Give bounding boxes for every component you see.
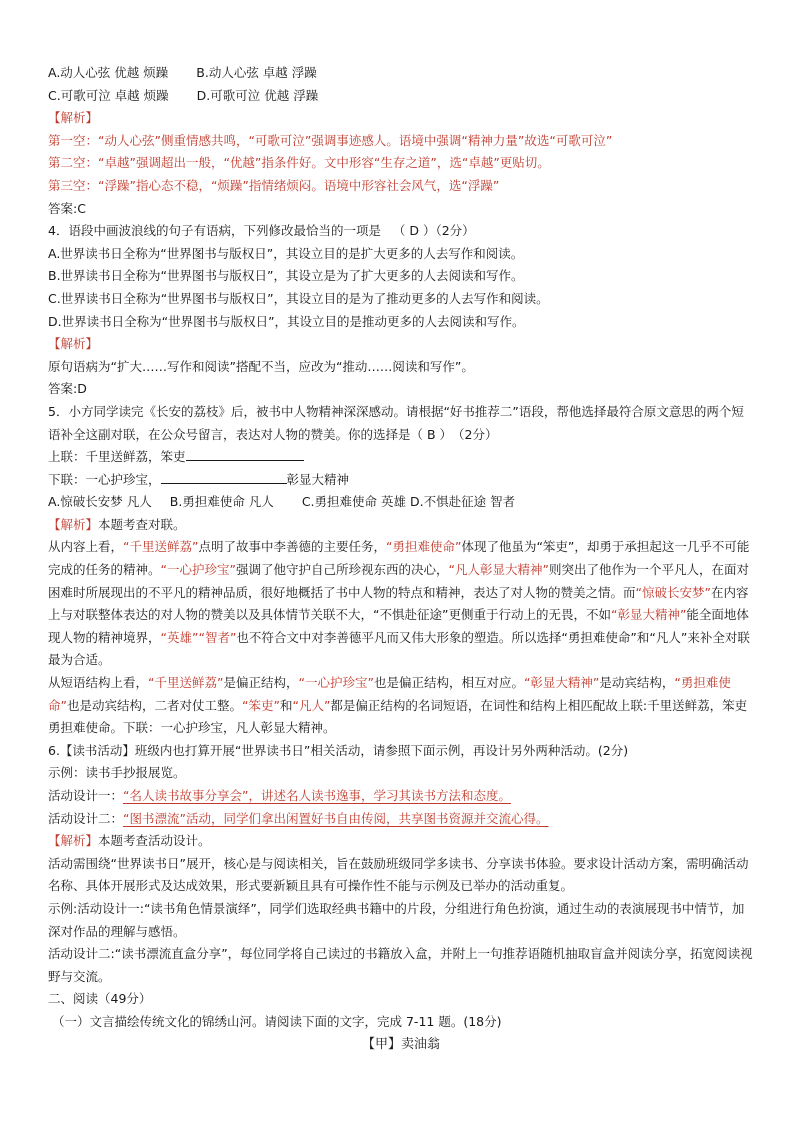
q3-answer: 答案:C — [48, 200, 86, 216]
seg: 则突出了他作为一个平凡人，在面对困难时所展现出的不平凡的精神品质，很好地概括了书中人物的特点和精神，表达了对人物的赞美之情。而 — [48, 562, 749, 600]
seg: 从内容上看， — [48, 539, 124, 555]
seg: 体现了他虽为“笨吏”，却勇于承担起这一几乎不可能完成的任务的精神。 — [48, 539, 750, 578]
seg: “凡人彰显大精神” — [448, 562, 549, 578]
option-b: B.动人心弦 卓越 浮躁 — [196, 65, 317, 80]
seg: 在内容上与对联整体表达的对人物的赞美以及具体情节关联不大，“不惧赴征途”更侧重于行动上的无畏，不如 — [48, 584, 749, 623]
q5-analysis-topic: 本题考查对联。 — [98, 516, 186, 532]
q6-analysis-topic: 本题考查活动设计。 — [98, 833, 211, 849]
couplet-upper-blank — [186, 446, 304, 461]
option-c: C.可歌可泣 卓越 烦躁 — [48, 87, 169, 103]
couplet-lower-end: 彰显大精神 — [286, 471, 350, 487]
q6-analysis-head — [48, 830, 754, 853]
q5-option-d: D.不惧赴征途 智者 — [410, 494, 516, 510]
seg: 能全面地体现人物的精神境界， — [48, 607, 749, 645]
seg: 强调了他守护自己所珍视东西的决心， — [235, 562, 449, 578]
couplet-upper-text: 上联：千里送鲜荔，笨吏 — [48, 449, 186, 465]
couplet-upper — [48, 446, 754, 469]
q4-stem-text: 4．语段中画波浪线的句子有语病，下列修改最恰当的一项是 — [48, 223, 381, 239]
seg: 都是偏正结构的名词短语，在词性和结构上相匹配故上联:千里送鲜荔，笨吏勇担难使命。下联：一心护珍宝，凡人彰显大精神。 — [48, 697, 748, 736]
example2-label: 活动设计二: — [48, 946, 115, 962]
q6-design1 — [48, 785, 754, 808]
document-page — [48, 62, 754, 1056]
couplet-lower-blank — [161, 469, 287, 484]
q6-analysis-label: 【解析】 — [48, 833, 99, 849]
seg: 从短语结构上看， — [48, 675, 149, 691]
q4-stem — [48, 220, 754, 243]
q4-analysis: 原句语病为“扩大……写作和阅读”搭配不当，应改为“推动……阅读和写作”。 — [48, 358, 474, 374]
seg: 也是偏正结构，相互对应。 — [373, 675, 524, 691]
seg: 也是动宾结构，二者对仗工整。 — [66, 697, 242, 713]
seg: 和 — [279, 697, 293, 713]
q5-option-b: B.勇担难使命 凡人 — [169, 494, 274, 510]
option-d: D.可歌可泣 优越 浮躁 — [196, 87, 319, 103]
couplet-lower-text: 下联：一心护珍宝， — [48, 471, 161, 487]
q5-stem: 5．小方同学读完《长安的荔枝》后，被书中人物精神深深感动。请根据“好书推荐二”语段，帮他选择最符合原文意思的两个短语补全这副对联，在公众号留言，表达对人物的赞美。你的选择是（ B ） （2分） — [48, 403, 744, 442]
q5-analysis-head — [48, 514, 754, 537]
seg: “彰显大精神” — [523, 675, 600, 691]
seg: “英雄”“智者” — [160, 629, 237, 645]
design1-answer: “名人读书故事分享会”，讲述名人读书逸事，学习其读书方法和态度。 — [123, 788, 511, 803]
q3-options-row1 — [48, 62, 754, 85]
seg: “千里送鲜荔” — [123, 539, 199, 555]
q4-analysis-label: 【解析】 — [48, 336, 99, 352]
q4-option-c: C.世界读书日全称为“世界图书与版权日”，其设立目的是为了推动更多的人去写作和阅读。 — [48, 290, 549, 306]
example1-label: 示例:活动设计一: — [48, 900, 144, 916]
seg: “一心护珍宝” — [298, 675, 374, 691]
design2-label: 活动设计二： — [48, 810, 124, 826]
q5-option-c: C.勇担难使命 英雄 — [301, 494, 406, 510]
q4-option-b: B.世界读书日全称为“世界图书与版权日”，其设立是为了扩大更多的人去阅读和写作。 — [48, 268, 524, 284]
example1-text: “读书角色情景演绎”，同学们选取经典书籍中的片段，分组进行角色扮演，通过生动的表演展现书中情节，加深对作品的理解与感悟。 — [48, 900, 745, 939]
q4-stem-answer: （ D ）（2分） — [392, 223, 475, 239]
q5-analysis-label: 【解析】 — [48, 516, 99, 532]
couplet-lower — [48, 469, 754, 492]
seg: 是偏正结构， — [223, 675, 299, 691]
q4-answer: 答案:D — [48, 381, 87, 397]
seg: 也不符合文中对李善德平凡而又伟大形象的塑造。所以选择“勇担难使命”和“凡人”来补全对联最为合适。 — [48, 629, 750, 668]
seg: “勇担难使命” — [48, 675, 731, 713]
part-heading: （一）文言描绘传统文化的锦绣山河。请阅读下面的文字，完成 7-11 题。(18分) — [52, 1013, 502, 1029]
q3-analysis-label: 【解析】 — [48, 110, 99, 126]
q6-example: 示例：读书手抄报展览。 — [48, 765, 186, 781]
q3-analysis-line3: 第三空：“浮躁”指心态不稳，“烦躁”指情绪烦闷。语境中形容社会风气，选“浮躁” — [48, 177, 500, 193]
text-title: 【甲】卖油翁 — [361, 1036, 440, 1052]
example2-text: “读书漂流直盒分享”，每位同学将自己读过的书籍放入盒，并附上一句推荐语随机抽取盲盒并阅读分享，拓宽阅读视野与交流。 — [48, 946, 753, 984]
seg: 点明了故事中李善德的主要任务， — [198, 539, 386, 555]
seg: 是动宾结构， — [599, 675, 675, 691]
q3-analysis-line2: 第二空：“卓越”强调超出一般，“优越”指条件好。文中形容“生存之道”，选“卓越”更贴切。 — [48, 155, 550, 171]
option-a: A.动人心弦 优越 烦躁 — [48, 65, 169, 80]
seg: “彰显大精神” — [610, 607, 687, 623]
q6-stem: 6.【读书活动】班级内也打算开展“世界读书日”相关活动，请参照下面示例，再设计另外两种活动。(2分) — [48, 742, 629, 758]
q3-options-row2 — [48, 85, 754, 108]
seg: “一心护珍宝” — [160, 562, 236, 578]
design1-label: 活动设计一： — [48, 788, 124, 803]
q6-example1 — [48, 898, 754, 943]
design2-answer: “图书漂流”活动，同学们拿出闲置好书自由传阅，共享图书资源并交流心得。 — [123, 810, 549, 826]
q5-option-a: A.惊破长安梦 凡人 — [48, 494, 152, 510]
q5-options — [48, 491, 754, 514]
seg: “千里送鲜荔” — [148, 675, 224, 691]
section-heading: 二、阅读（49分） — [48, 991, 152, 1007]
q5-analysis-para1 — [48, 536, 754, 672]
seg: “笨吏” — [242, 697, 280, 713]
q6-example2 — [48, 943, 754, 988]
seg: “凡人” — [292, 697, 331, 713]
seg: “勇担难使命” — [385, 539, 462, 555]
q6-design2 — [48, 808, 754, 831]
q5-analysis-para2 — [48, 672, 754, 740]
q4-option-a: A.世界读书日全称为“世界图书与版权日”，其设立目的是扩大更多的人去写作和阅读。 — [48, 245, 524, 261]
seg: “惊破长安梦” — [635, 584, 711, 600]
q4-option-d: D.世界读书日全称为“世界图书与版权日”，其设立目的是推动更多的人去阅读和写作。 — [48, 313, 525, 329]
q6-analysis: 活动需围绕“世界读书日”展开，核心是与阅读相关，旨在鼓励班级同学多读书、分享读书体验。要求设计活动方案，需明确活动名称、具体开展形式及达成效果，形式要新颖且具有可操作性不能与示例及已举办的活动重复。 — [48, 855, 749, 894]
q3-analysis-line1: 第一空：“动人心弦”侧重情感共鸣，“可歌可泣”强调事迹感人。语境中强调“精神力量”故选“可歌可泣” — [48, 132, 613, 148]
